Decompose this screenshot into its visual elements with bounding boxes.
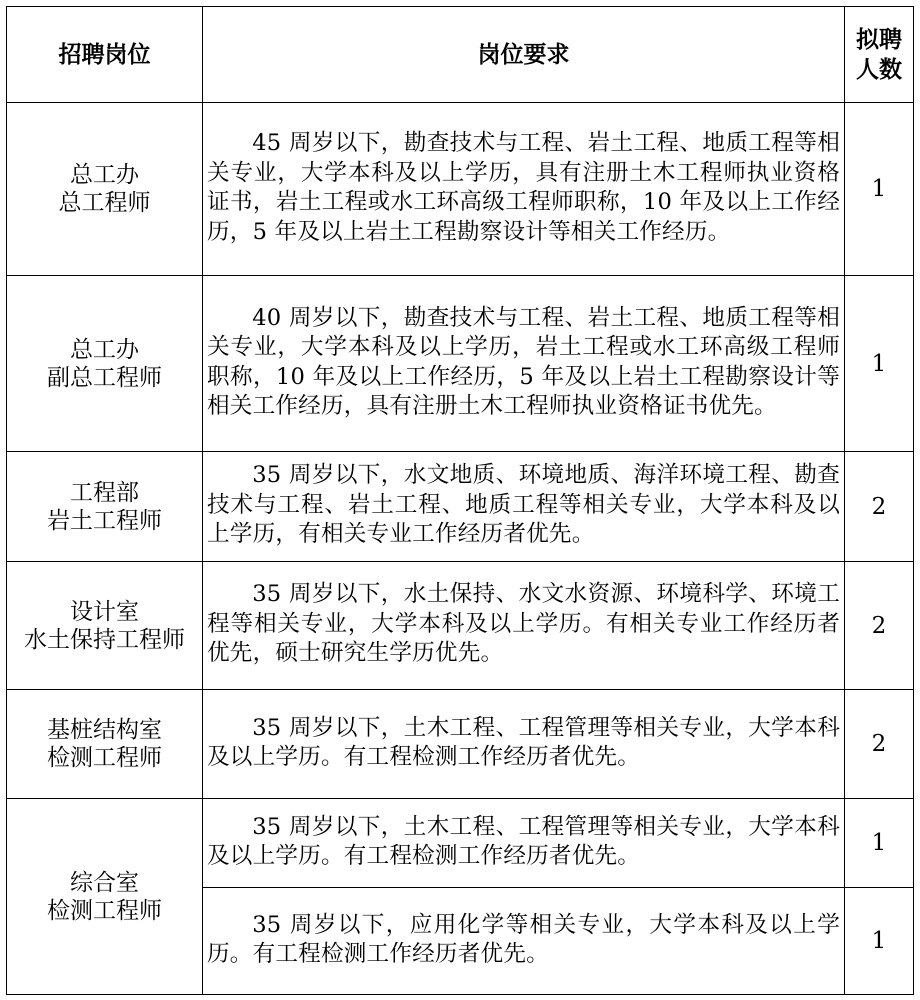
position-dept: 综合室 <box>70 869 139 896</box>
position-cell <box>7 103 203 276</box>
requirement-cell: 35 周岁以下，应用化学等相关专业，大学本科及以上学历。有工程检测工作经历者优先。 <box>203 888 845 995</box>
position-title: 检测工程师 <box>47 897 162 924</box>
count-cell: 1 <box>845 799 914 888</box>
position-title: 总工程师 <box>58 190 151 216</box>
header-requirements: 岗位要求 <box>203 7 845 103</box>
position-dept: 基桩结构室 <box>47 717 162 743</box>
position-cell <box>7 276 203 452</box>
table-row <box>7 103 914 276</box>
count-cell: 2 <box>845 690 914 799</box>
table-row <box>7 452 914 562</box>
header-count-line1: 拟聘 <box>856 25 902 53</box>
requirement-cell: 35 周岁以下，土木工程、工程管理等相关专业，大学本科及以上学历。有工程检测工作经历者优先。 <box>203 690 845 799</box>
position-dept: 设计室 <box>70 598 139 625</box>
requirement-cell: 35 周岁以下，土木工程、工程管理等相关专业，大学本科及以上学历。有工程检测工作经历者优先。 <box>203 799 845 888</box>
header-row <box>7 7 914 103</box>
requirement-cell: 45 周岁以下，勘查技术与工程、岩土工程、地质工程等相关专业，大学本科及以上学历，具有注册土木工程师执业资格证书，岩土工程或水工环高级工程师职称，10 年及以上工作经历，5 年及以上岩土工程勘察设计等相关工作经历。 <box>203 103 845 276</box>
count-cell: 1 <box>845 103 914 276</box>
recruitment-table <box>6 6 914 995</box>
position-cell <box>7 690 203 799</box>
position-cell <box>7 799 203 995</box>
table-row <box>7 276 914 452</box>
header-position: 招聘岗位 <box>7 7 203 103</box>
count-cell: 1 <box>845 888 914 995</box>
count-cell: 1 <box>845 276 914 452</box>
count-cell: 2 <box>845 562 914 690</box>
position-dept: 总工办 <box>70 162 139 188</box>
position-title: 岩土工程师 <box>47 507 162 534</box>
position-dept: 工程部 <box>70 479 139 506</box>
table-row <box>7 562 914 690</box>
header-count <box>845 7 914 103</box>
header-count-line2: 人数 <box>856 55 902 83</box>
position-dept: 总工办 <box>70 336 139 363</box>
table-row <box>7 799 914 888</box>
position-cell <box>7 562 203 690</box>
position-cell <box>7 452 203 562</box>
position-title: 水土保持工程师 <box>24 626 185 653</box>
requirement-cell: 35 周岁以下，水土保持、水文水资源、环境科学、环境工程等相关专业，大学本科及以上学历。有相关专业工作经历者优先，硕士研究生学历优先。 <box>203 562 845 690</box>
count-cell: 2 <box>845 452 914 562</box>
requirement-cell: 40 周岁以下，勘查技术与工程、岩土工程、地质工程等相关专业，大学本科及以上学历，岩土工程或水工环高级工程师职称，10 年及以上工作经历，5 年及以上岩土工程勘察设计等相关工作经历，具有注册土木工程师执业资格证书优先。 <box>203 276 845 452</box>
requirement-cell: 35 周岁以下，水文地质、环境地质、海洋环境工程、勘查技术与工程、岩土工程、地质工程等相关专业，大学本科及以上学历，有相关专业工作经历者优先。 <box>203 452 845 562</box>
position-title: 检测工程师 <box>47 745 162 771</box>
table-row <box>7 690 914 799</box>
position-title: 副总工程师 <box>47 364 162 391</box>
